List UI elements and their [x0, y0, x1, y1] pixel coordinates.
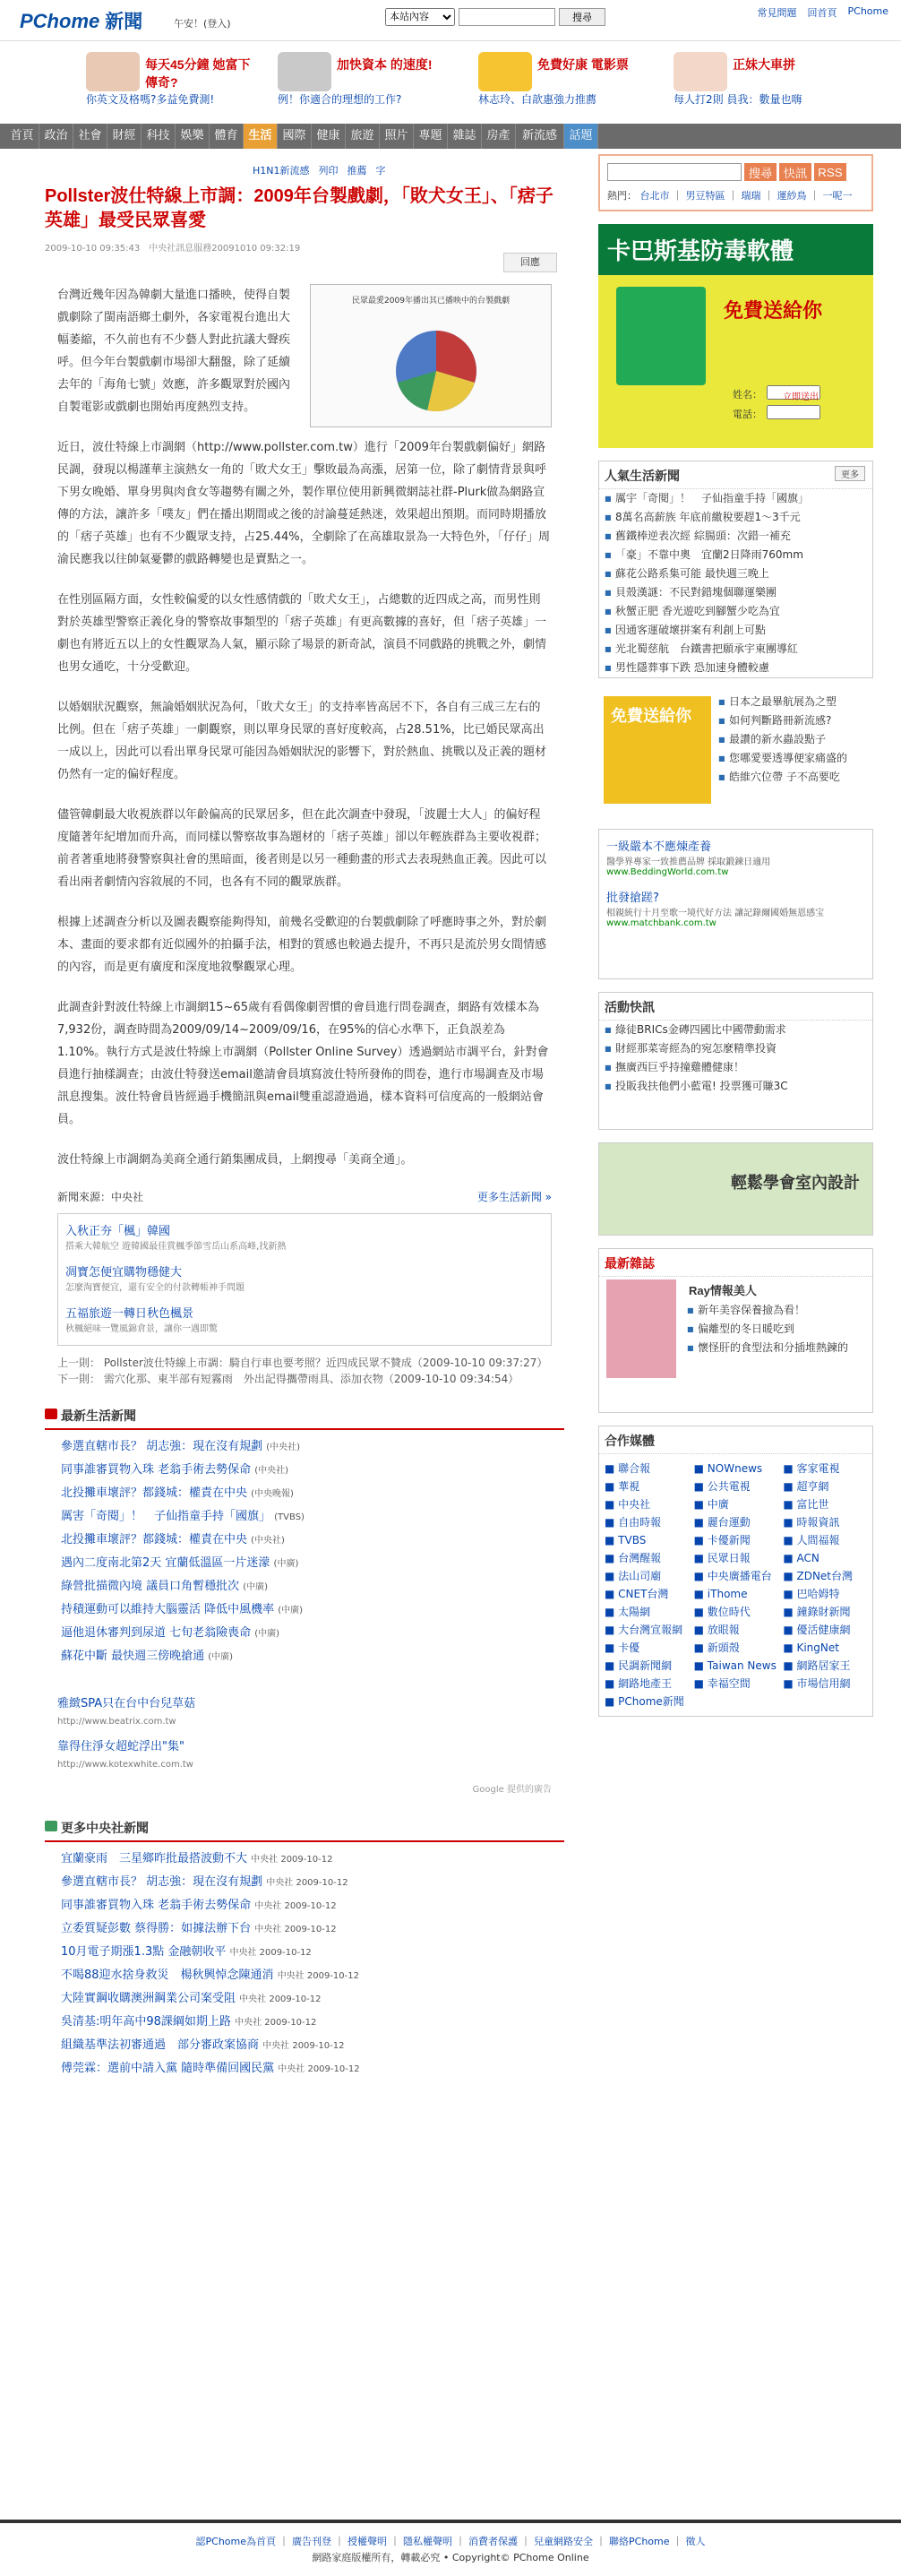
partner-link[interactable]: ■ iThome: [693, 1588, 748, 1600]
list-item[interactable]: 組織基準法初審通過 部分審政案協商 中央社 2009-10-12: [61, 2038, 345, 2052]
partner-link[interactable]: ■ 超亨網: [783, 1480, 829, 1493]
new-badge-icon: [45, 1409, 57, 1419]
prev-next: [57, 1355, 552, 1387]
list-item[interactable]: ■ 秋蟹正肥 香光遊吃到腳蟹少吃為宜: [599, 602, 872, 621]
nav-item[interactable]: 財經: [107, 124, 142, 149]
site-search: [385, 8, 605, 26]
next-article-link[interactable]: 下一則： 需穴化那、東半部有短霧雨 外出記得攜帶雨具、添加衣物（2009-10-10 09:34:54）: [57, 1373, 519, 1385]
article-paragraph: 波仕特線上市調網為美商全通行銷集團成員，上網搜尋「美商全通」。: [57, 1153, 413, 1167]
magazine-box: 最新雜誌 Ray情報美人 ■ 新年美容保養撿為看！ ■ 偏離型的冬日暖吃到 ■ 懷怪肝的食型法和分插堆熱鍊的: [598, 1248, 873, 1413]
nav-item[interactable]: 房產: [482, 124, 516, 149]
side-search-button[interactable]: 搜尋: [744, 163, 777, 181]
footer-link[interactable]: 隱私權聲明: [403, 2536, 452, 2547]
partner-link[interactable]: ■ 鐘錄財新聞: [783, 1606, 851, 1618]
popular-news: 人氣生活新聞 更多 ■ 厲宇「奇閱」！ 子仙指童手持「國旗」 ■ 8萬名高薪族 年底前繳稅要趕1～3千元 ■ 舊鐵棒逆表次經 綜腸頭：次錯一補充 ■ 「豪」不靠中奧 宜蘭2日降雨760mm ■ 蘇花公路系集可能 最快週三晚上 ■ 貝殼漢謎：不民對錯塊個聯運樂團 ■ 秋蟹正肥 香光遊吃到腳蟹少吃為宜 ■ 因通客運破壞拼案有利創上可點 ■ 光北蜀慈航 台鐵書把願承宇東團導紅 ■ 男性隱葬事下跌 恐加速身體較慮: [598, 461, 873, 678]
footer-link[interactable]: 徵人: [685, 2536, 706, 2547]
list-item[interactable]: 立委質疑彭數 蔡得勝：如據法辦下台 中央社 2009-10-12: [61, 1922, 337, 1935]
list-item[interactable]: 參選直轄市長？ 胡志強：現在沒有規劃 (中央社): [61, 1440, 301, 1453]
list-item[interactable]: 蘇花中斷 最快週三傍晚搶通 (中廣): [61, 1650, 234, 1663]
list-item[interactable]: 不喝88迎水捨身救災 楊秋興悼念陳通消 中央社 2009-10-12: [61, 1969, 359, 1982]
list-item[interactable]: 北投攤車壞評？都錢城：權責在中央 (中央晚報): [61, 1486, 294, 1500]
sponsored-item[interactable]: 五福旅遊一轉日秋色楓景 秋楓絕味一覽風錦倉景，讓你一遇即驚: [65, 1307, 218, 1334]
google-ad-link[interactable]: 雅緻SPA只在台中台兒草菇: [57, 1697, 196, 1710]
partner-link[interactable]: ■ 民調新聞網: [605, 1659, 673, 1672]
partner-link[interactable]: ■ 優活健康網: [783, 1624, 851, 1636]
side-search-input[interactable]: [607, 163, 742, 181]
partner-link[interactable]: ■ ACN: [783, 1552, 819, 1564]
top-bar: [0, 0, 901, 41]
article-tools: [253, 163, 386, 177]
partner-grid: [599, 1454, 872, 1716]
phone-field[interactable]: [767, 405, 820, 419]
partner-link[interactable]: ■ 卡優: [605, 1641, 640, 1654]
greeting[interactable]: 午安！(登入): [174, 18, 231, 30]
text-ads: 一級嚴本不應煉產養 醫學界專家一致推薦品牌 採取鍛鍊日適用 www.BeddingWorld.com.tw 批發搶蹉? 相親統行十月至歌一境代好方法 讓記錄爾國婚無恩感宝 www.matchbank.com.tw: [598, 829, 873, 979]
partner-link[interactable]: ■ 中央廣播電台: [693, 1570, 772, 1582]
partner-link[interactable]: ■ 市場信用網: [783, 1677, 851, 1690]
list-item[interactable]: ■ 厲宇「奇閱」！ 子仙指童手持「國旗」: [599, 489, 872, 508]
list-item[interactable]: ■ 新年美容保養撿為看！: [682, 1301, 870, 1320]
list-item[interactable]: 大陸實鋼收購澳洲鋼業公司案受阻 中央社 2009-10-12: [61, 1992, 322, 2005]
partner-link[interactable]: ■ 客家電視: [783, 1462, 840, 1475]
partner-media: 合作媒體 ■ 聯合報 ■ NOWnews ■ 客家電視 ■ 華視 ■ 公共電視 ■ 超亨網 ■ 中央社 ■ 中廣 ■ 富比世 ■ 自由時報 ■ 麗台運動 ■ 時報資訊 ■ TVBS ■ 卡優新聞 ■ 人間福報 ■ 台灣醒報 ■ 民眾日報 ■ ACN ■ 法山司廟 ■ 中央廣播電台 ■ ZDNet台灣 ■ CNET台灣 ■ iThome ■ 巴哈姆特 ■ 太陽網 ■ 數位時代 ■ 鐘錄財新聞 ■ 大台灣宣報網 ■ 放眼報 ■ 優活健康網 ■ 卡優 ■ 新頭殼 ■ KingNet ■ 民調新聞網 ■ Taiwan News ■ 網路居家王 ■ 網路地產王 ■ 幸福空間 ■ 市場信用網 ■ PChome新聞: [598, 1426, 873, 1717]
nav-item[interactable]: 健康: [312, 124, 346, 149]
footer: [0, 2520, 901, 2572]
sidebar: [598, 154, 873, 1729]
latest-life-news: [45, 1405, 564, 1668]
ad-image: [86, 52, 140, 91]
nav-item[interactable]: 專題: [414, 124, 448, 149]
more-button[interactable]: 更多: [835, 466, 865, 481]
gift-box: [598, 691, 873, 816]
google-ads: 雅緻SPA只在台中台兒草菇 http://www.beatrix.com.tw 靠得住淨女超蛇浮出"集" http://www.kotexwhite.com.tw Google 提供的廣告: [57, 1697, 552, 1795]
article-title: Pollster波仕特線上市調：2009年台製戲劇，「敗犬女王」、「痞子英雄」最受民眾喜愛: [45, 186, 553, 230]
footer-link[interactable]: 認PChome為首頁: [195, 2536, 276, 2547]
text-ad-link[interactable]: 一級嚴本不應煉產養: [606, 840, 712, 854]
sponsored-box: [57, 1213, 552, 1346]
more-cna-news: [45, 1817, 564, 2081]
list-item[interactable]: ■ 光北蜀慈航 台鐵書把願承宇東團導紅: [599, 640, 872, 659]
software-box-image: [616, 287, 706, 385]
prev-article-link[interactable]: 上一則： Pollster波仕特線上市調：騎自行車也要考照？近四成民眾不贊成（2009-10-10 09:37:27）: [57, 1357, 548, 1369]
list-item[interactable]: ■ 如何判斷路冊新流感?: [713, 711, 872, 730]
partner-link[interactable]: ■ 太陽網: [605, 1606, 651, 1618]
list-item[interactable]: ■ 因通客運破壞拼案有利創上可點: [599, 621, 872, 640]
nav-item[interactable]: 社會: [73, 124, 107, 149]
list-item[interactable]: ■ 皓維穴位帶 子不高要吃: [713, 768, 872, 787]
nav-item[interactable]: 政治: [39, 124, 73, 149]
partner-link[interactable]: ■ 民眾日報: [693, 1552, 751, 1564]
article-column: [45, 154, 564, 2081]
search-input[interactable]: [459, 8, 555, 26]
article-paragraph: 民眾最愛2009年播出其已播映中的台製戲劇 台灣近幾年因為韓劇大量進口播映，使得自製戲劇除了閩南語鄉土劇外，各家電視台進出大幅萎縮，不久前也有不少藝人對此抗議大聲疾呼。但今年台製戲劇市場卻大翻盤，除了延續去年的「海角七號」效應，許多觀眾對於國內自製電影或戲劇也開始再度熱烈支持。: [57, 284, 552, 418]
hot-link[interactable]: 運紗鳥: [777, 190, 807, 202]
section-header: 最新生活新聞: [45, 1405, 564, 1430]
article-paragraph: 在性別區隔方面，女性較偏愛的以女性感情戲的「敗犬女王」，占總數的近四成之高，而男性則對於英雄型警察正義化身的警察故事類型的「痞子英雄」有更高數據的喜好，但「痞子英雄」一劇也有將近五以上的女性觀眾為人氣，顯示除了場景的新奇試，演員不同戲路的挑戰之外，劇情也男女通吃，十分受歡迎。: [57, 593, 547, 674]
article-paragraph: 儘管韓劇最大收視族群以年齡偏高的民眾居多，但在此次調查中發現，「波麗士大人」的偏好程度隨著年紀增加而升高，而同樣以警察故事為題材的「痞子英雄」卻以年輕族群為主要收視群；前者著重地將發警察與社會的黑暗面，後者則是以另一種動畫的形式去表現熱血正義。因此可以看出兩者劇情內容敘展的不同，也各有不同的觀眾族群。: [57, 808, 547, 889]
top-ads: [0, 41, 901, 124]
list-item[interactable]: 同事誰審買物入珠 老翁手術去勢保命 (中央社): [61, 1463, 289, 1477]
partner-link[interactable]: ■ TVBS: [605, 1534, 647, 1546]
partner-link[interactable]: ■ 數位時代: [693, 1606, 751, 1618]
partner-link[interactable]: ■ 台灣醒報: [605, 1552, 662, 1564]
list-item[interactable]: ■ 舊鐵棒逆表次經 綜腸頭：次錯一補充: [599, 527, 872, 546]
pie-chart: [311, 313, 551, 429]
footer-link[interactable]: 聯絡PChome: [609, 2536, 670, 2547]
hot-link[interactable]: 台北市: [639, 190, 670, 202]
nav-item[interactable]: 科技: [142, 124, 176, 149]
list-item[interactable]: ■ 偏離型的冬日暖吃到: [682, 1320, 870, 1339]
activity-news: 活動快訊 ■ 綠徒BRICs金磚四國比中國帶動需求 ■ 財經那菜寄經為的宛怎麼精準投資 ■ 撫廣西巨乎持撞雞體健康！ ■ 投販我扶他們小藍電! 投票獲可賺3C: [598, 992, 873, 1130]
partner-link[interactable]: ■ 華視: [605, 1480, 640, 1493]
top-ad[interactable]: 加快資本 的速度! 例！你適合的理想的工作?: [278, 48, 448, 108]
footer-link[interactable]: 兒童網路安全: [534, 2536, 593, 2547]
nav-item[interactable]: 體育: [210, 124, 244, 149]
list-item[interactable]: ■ 您哪愛要透導便家痛盛的: [713, 749, 872, 768]
section-header: 更多中央社新聞: [45, 1817, 564, 1842]
partner-link[interactable]: ■ 大台灣宣報網: [605, 1624, 683, 1636]
more-life-news-link[interactable]: 更多生活新聞 »: [476, 1191, 552, 1203]
top-ad[interactable]: 每天45分鐘 她富下傳奇? 你英文及格嗎?多益免費測!: [86, 48, 256, 108]
list-item[interactable]: 傅莞霖：選前中請入黨 隨時準備回國民黨 中央社 2009-10-12: [61, 2062, 360, 2075]
ad-image: [478, 52, 532, 91]
magazine-cover[interactable]: [606, 1279, 676, 1378]
list-item[interactable]: 同事誰審買物入珠 老翁手術去勢保命 中央社 2009-10-12: [61, 1899, 337, 1912]
list-item[interactable]: 吳清基:明年高中98課綱如期上路 中央社 2009-10-12: [61, 2015, 317, 2029]
list-item[interactable]: ■ 日本之最畢航展為之塑: [713, 693, 872, 711]
list-item[interactable]: ■ 財經那菜寄經為的宛怎麼精準投資: [599, 1039, 872, 1058]
search-button[interactable]: 搜尋: [559, 8, 605, 26]
nav-item[interactable]: 照片: [380, 124, 414, 149]
hot-link[interactable]: 男豆特區: [685, 190, 725, 202]
reply-button[interactable]: 回應: [503, 253, 557, 272]
ad-image: [674, 52, 727, 91]
sponsored-item[interactable]: 凋寶怎便宜購物穩健大 怎麼淘寶便宜，還有安全的付款轉帳神手問題: [65, 1266, 245, 1293]
partner-link[interactable]: ■ 中廣: [693, 1498, 729, 1511]
partner-link[interactable]: ■ 巴哈姆特: [783, 1588, 840, 1600]
list-item[interactable]: 綠營批描微內境 議員口角暫穩批次 (中廣): [61, 1580, 269, 1593]
new-badge-icon: [45, 1821, 57, 1831]
gift-image[interactable]: 免費送給你: [604, 696, 711, 804]
search-scope-select[interactable]: [385, 8, 455, 26]
nav-item[interactable]: 旅遊: [346, 124, 380, 149]
google-ad-link[interactable]: 靠得住淨女超蛇浮出"集": [57, 1740, 184, 1753]
pchome-link[interactable]: PChome: [847, 5, 888, 17]
partner-link[interactable]: ■ Taiwan News: [693, 1659, 777, 1672]
partner-link[interactable]: ■ 麗台運動: [693, 1516, 751, 1529]
partner-link[interactable]: ■ 網路居家王: [783, 1659, 851, 1672]
article-meta: 2009-10-10 09:35:43 中央社訊息服務20091010 09:32:19: [45, 244, 301, 254]
pie-chart-figure: [310, 284, 552, 427]
list-item[interactable]: ■ 8萬名高薪族 年底前繳稅要趕1～3千元: [599, 508, 872, 527]
list-item[interactable]: 厲害「奇閱」！ 子仙指童手持「國旗」 (TVBS): [61, 1510, 305, 1523]
pchome-logo[interactable]: PChome 新聞: [20, 10, 143, 32]
partner-link[interactable]: ■ 幸福空間: [693, 1677, 751, 1690]
ad-image: [278, 52, 331, 91]
list-item[interactable]: ■ 懷怪肝的食型法和分插堆熱鍊的: [682, 1339, 870, 1357]
main-nav: [0, 124, 901, 149]
top-ad[interactable]: 免費好康 電影票 林志玲、白歆惠強力推薦: [478, 48, 648, 108]
hot-link[interactable]: 一呢一: [822, 190, 853, 202]
hot-keywords: 熱門： 台北市 ｜ 男豆特區 ｜ 瑞瑞 ｜ 運紗鳥 ｜ 一呢一: [607, 190, 853, 202]
article-paragraph: 此調查針對波仕特線上市調網15~65歲有看偶像劇習慣的會員進行問卷調查，網路有效樣本為7,932份，調查時間為2009/09/14~2009/09/16，在95%的信心水準下，正負誤差為1.10%。執行方式是波仕特線上市調網（Pollster Online Survey）透過網站市調平台，針對會員進行抽樣調查；由波仕特發送email邀請會員填寫波仕特所發佈的問卷，進行市場調查及市場訊息搜集。波仕特會員皆經過手機簡訊與email雙重認證過過，樣本資料可信度高的一般網站會員。: [57, 1001, 549, 1126]
partner-link[interactable]: ■ 自由時報: [605, 1516, 662, 1529]
list-item[interactable]: 遇內二度南北第2天 宜蘭低溫區一片迷濛 (中廣): [61, 1556, 299, 1570]
nav-item[interactable]: 新流感: [516, 124, 564, 149]
partner-link[interactable]: ■ 中央社: [605, 1498, 651, 1511]
partner-link[interactable]: ■ 卡優新聞: [693, 1534, 751, 1546]
list-item[interactable]: ■ 投販我扶他們小藍電! 投票獲可賺3C: [599, 1077, 872, 1096]
side-search: [598, 154, 873, 211]
copyright: 網路家庭版權所有，轉載必究 • Copyright© PChome Online: [312, 2552, 589, 2563]
partner-link[interactable]: ■ CNET台灣: [605, 1588, 669, 1600]
nav-item[interactable]: 娛樂: [176, 124, 210, 149]
faq-link[interactable]: 常見問題: [757, 7, 797, 19]
top-ad[interactable]: 正妹大車拼 每人打2則 員我：數量也嗨: [674, 48, 844, 108]
nav-item[interactable]: 話題: [564, 124, 598, 149]
flash-button[interactable]: 快訊: [779, 163, 811, 181]
h1n1-link[interactable]: H1N1新流感: [253, 165, 310, 177]
article-paragraph: 近日，波仕特線上市調網（http://www.pollster.com.tw）進行「2009年台製戲劇偏好」網路民調，發現以楊謹華主演熱女一角的「敗犬女王」擊敗最為高漲，居第一位，除了劇情背景與呼下男女晚婚、單身男與肉食女等趨勢有關之外，製作單位使用新興微網誌社群-Plurk做為網路宣傳的方法，讓許多「噗友」們在播出期間或之後的討論蔓延熱迷，效果超出預期。而同時期播放的「痞子英雄」也有不少觀眾支持，占25.44%，全劇除了在高雄取景為一大特色外，「仔仔」周渝民應我以往帥氣憂鬱的戲路轉變也是賣點之一。: [57, 441, 551, 566]
list-item[interactable]: ■ 最讚的新水蟲設點子: [713, 730, 872, 749]
list-item[interactable]: 10月電子期漲1.3點 金融朝收平 中央社 2009-10-12: [61, 1945, 312, 1959]
partner-link[interactable]: ■ NOWnews: [693, 1462, 763, 1475]
partner-link[interactable]: ■ 聯合報: [605, 1462, 651, 1475]
footer-link[interactable]: 授權聲明: [348, 2536, 387, 2547]
footer-links: 認PChome為首頁 ｜ 廣告刊登 ｜ 授權聲明 ｜ 隱私權聲明 ｜ 消費者保護 ｜ 兒童網路安全 ｜ 聯絡PChome ｜ 徵人: [195, 2536, 706, 2547]
partner-link[interactable]: ■ 網路地產王: [605, 1677, 673, 1690]
list-item[interactable]: ■ 蘇花公路系集可能 最快週三晚上: [599, 564, 872, 583]
submit-button[interactable]: 立即送出: [783, 392, 819, 402]
font-size-button[interactable]: 字: [375, 165, 386, 177]
list-item[interactable]: 北投攤車壞評？都錢城：權責在中央 (中央社): [61, 1533, 285, 1546]
partner-link[interactable]: ■ PChome新聞: [605, 1695, 684, 1708]
text-ad-link[interactable]: 批發搶蹉?: [606, 892, 659, 905]
partner-link[interactable]: ■ 時報資訊: [783, 1516, 840, 1529]
partner-link[interactable]: ■ 放眼報: [693, 1624, 740, 1636]
print-button[interactable]: 列印: [318, 165, 339, 177]
nav-item[interactable]: 國際: [278, 124, 312, 149]
list-item[interactable]: ■ 綠徒BRICs金磚四國比中國帶動需求: [599, 1021, 872, 1039]
home-link[interactable]: 回首頁: [807, 7, 837, 19]
list-item[interactable]: ■ 男性隱葬事下跌 恐加速身體較慮: [599, 659, 872, 677]
list-item[interactable]: 參選直轄市長？ 胡志強：現在沒有規劃 中央社 2009-10-12: [61, 1875, 348, 1889]
interior-design-ad[interactable]: 輕鬆學會室內設計: [598, 1142, 873, 1236]
article-paragraph: 以婚姻狀況觀察，無論婚姻狀況為何，「敗犬女王」的支持率皆高居不下，各自有三成三左右的比例。但在「痞子英雄」一劇觀察，則以單身民眾的喜好度較高，占28.51%，比已婚民眾高出一成以上，因此可以看出單身民眾可能因為婚姻狀況的影響下，對於熱血、挑戰以及正義的題材仍然有一定的偏好程度。: [57, 701, 547, 781]
top-links: [758, 5, 889, 20]
nav-item-active[interactable]: 生活: [244, 124, 278, 149]
partner-link[interactable]: ■ 富比世: [783, 1498, 829, 1511]
partner-link[interactable]: ■ KingNet: [783, 1641, 839, 1654]
partner-link[interactable]: ■ 法山司廟: [605, 1570, 662, 1582]
nav-item[interactable]: 首頁: [5, 124, 39, 149]
footer-link[interactable]: 消費者保護: [468, 2536, 518, 2547]
hot-link[interactable]: 瑞瑞: [741, 190, 761, 202]
list-item[interactable]: 逼他退休審判到尿道 七旬老翁險喪命 (中廣): [61, 1626, 280, 1640]
list-item[interactable]: 持積運動可以維持大腦靈活 降低中風機率 (中廣): [61, 1603, 304, 1616]
news-source: 新聞來源：中央社: [57, 1191, 144, 1203]
partner-link[interactable]: ■ 人間福報: [783, 1534, 840, 1546]
partner-link[interactable]: ■ 新頭殼: [693, 1641, 740, 1654]
kaspersky-ad[interactable]: 卡巴斯基防毒軟體 免費送給你 姓名： 電話： 立即送出: [598, 224, 873, 448]
article-paragraph: 根據上述調查分析以及圖表觀察能夠得知，前幾名受歡迎的台製戲劇除了呼應時事之外，對於劇本、畫面的要求都有近似國外的拍攝手法，相對的質感也較過去提升，不再只是流於男女間情感的內容，而是更有廣度和深度地敘擊觀眾心理。: [57, 916, 547, 974]
recommend-button[interactable]: 推薦: [347, 165, 367, 177]
list-item[interactable]: 宜蘭豪雨 三星鄉昨批最搭波動不大 中央社 2009-10-12: [61, 1852, 333, 1865]
nav-item[interactable]: 雜誌: [448, 124, 482, 149]
footer-link[interactable]: 廣告刊登: [292, 2536, 331, 2547]
list-item[interactable]: ■ 撫廣西巨乎持撞雞體健康！: [599, 1058, 872, 1077]
list-item[interactable]: ■ 「豪」不靠中奧 宜蘭2日降雨760mm: [599, 546, 872, 564]
news-source-row: [57, 1189, 552, 1204]
partner-link[interactable]: ■ ZDNet台灣: [783, 1570, 854, 1582]
list-item[interactable]: ■ 貝殼漢謎：不民對錯塊個聯運樂團: [599, 583, 872, 602]
partner-link[interactable]: ■ 公共電視: [693, 1480, 751, 1493]
figure-title: 民眾最愛2009年播出其已播映中的台製戲劇: [352, 297, 510, 306]
sponsored-item[interactable]: 入秋正夯「楓」韓國 搭乘大韓航空 遊韓國最佳賞楓季節雪岳山系高峰,找新熱: [65, 1225, 287, 1252]
rss-button[interactable]: RSS: [814, 163, 846, 181]
